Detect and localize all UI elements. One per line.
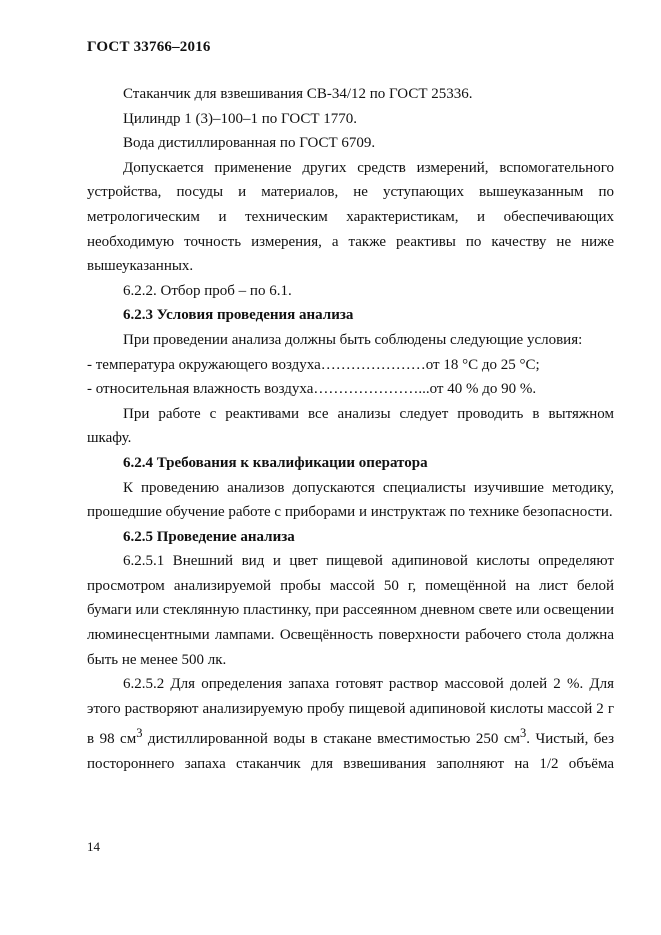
paragraph: При проведении анализа должны быть соблюдены следующие условия: bbox=[123, 331, 583, 348]
paragraph: 6.2.5.1 Внешний вид и цвет пищевой адипиновой кислоты определяют просмотром анализируемой пробы массой 50 г, помещённой на лист белой бумаги или стеклянную пластинку, при рассеянном дневном свете или освещении люминесцентными лампами. Освещённость поверхности рабочего стола должна быть не менее 500 лк. bbox=[87, 553, 614, 668]
superscript: 3 bbox=[520, 726, 527, 741]
paragraph: 6.2.2. Отбор проб – по 6.1. bbox=[123, 282, 292, 299]
superscript: 3 bbox=[136, 726, 143, 741]
paragraph-text: дистиллированной воды в стакане вместимостью 250 см bbox=[142, 731, 520, 748]
paragraph: Допускается применение других средств измерений, вспомогательного устройства, посуды и материалов, не уступающих вышеуказанным по метрологическим и техническим характеристикам, и обеспечивающих необходимую точность измерения, а также реактивы по качеству не ниже вышеуказанных. bbox=[87, 159, 614, 275]
list-item: - относительная влажность воздуха…………………...от 40 % до 90 %. bbox=[87, 381, 537, 398]
section-heading: 6.2.3 Условия проведения анализа bbox=[123, 307, 354, 324]
paragraph: К проведению анализов допускаются специалисты изучившие методику, прошедшие обучение работе с приборами и инструктаж по технике безопасности. bbox=[87, 479, 614, 521]
page-number: 14 bbox=[87, 839, 100, 854]
paragraph-text: 6.2.5.2 Для определения запаха готовят раствор массовой долей 2 %. Для этого растворяют анализируемую пробу пищевой адипиновой кислоты массой 2 г в 98 см bbox=[87, 676, 614, 748]
paragraph bbox=[87, 672, 614, 776]
list-item: - температура окружающего воздуха…………………от 18 °С до 25 °С; bbox=[87, 356, 540, 373]
section-heading: 6.2.4 Требования к квалификации оператора bbox=[123, 454, 428, 471]
paragraph: Цилиндр 1 (3)–100–1 по ГОСТ 1770. bbox=[123, 110, 358, 127]
paragraph-text: . Чистый, без постороннего запаха стаканчик для взвешивания заполняют на 1/2 объёма bbox=[87, 731, 615, 773]
document-body bbox=[87, 82, 614, 777]
section-heading: 6.2.5 Проведение анализа bbox=[123, 528, 295, 545]
document-header: ГОСТ 33766–2016 bbox=[87, 39, 211, 55]
paragraph: При работе с реактивами все анализы следует проводить в вытяжном шкафу. bbox=[87, 405, 614, 447]
paragraph: Вода дистиллированная по ГОСТ 6709. bbox=[123, 135, 376, 152]
paragraph: Стаканчик для взвешивания СВ-34/12 по ГОСТ 25336. bbox=[123, 86, 473, 102]
